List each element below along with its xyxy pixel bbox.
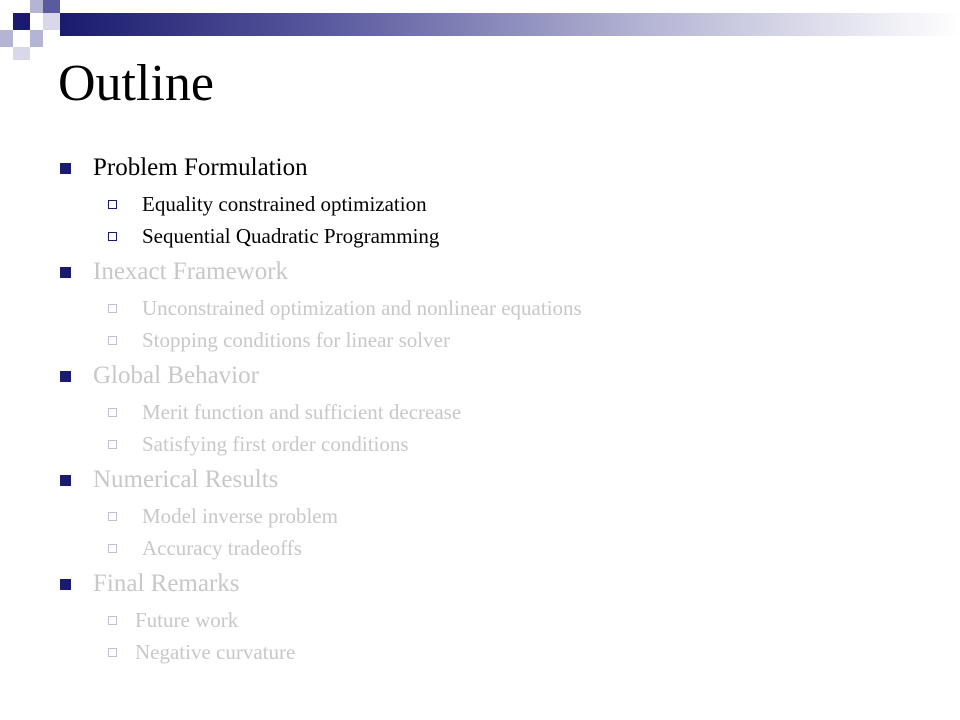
square-bullet-icon (60, 371, 71, 382)
hollow-square-bullet-icon (108, 408, 117, 417)
square-bullet-icon (60, 579, 71, 590)
subitem-label: Negative curvature (135, 639, 296, 664)
outline-section-final-remarks (58, 564, 938, 668)
outline-subitem (58, 188, 938, 220)
section-label: Problem Formulation (93, 154, 308, 181)
outline-subitem (58, 636, 938, 668)
outline-section-global-behavior (58, 356, 938, 460)
outline-subitem (58, 220, 938, 252)
outline-section-inexact-framework (58, 252, 938, 356)
subitem-label: Model inverse problem (142, 503, 338, 528)
hollow-square-bullet-icon (108, 200, 117, 209)
section-label: Global Behavior (93, 362, 259, 389)
outline-subitem (58, 324, 938, 356)
outline-subitem (58, 428, 938, 460)
outline-list (58, 148, 938, 668)
header-gradient-band (60, 13, 960, 36)
outline-section-numerical-results (58, 460, 938, 564)
deco-square (30, 0, 43, 13)
hollow-square-bullet-icon (108, 544, 117, 553)
subitem-label: Stopping conditions for linear solver (142, 327, 450, 352)
subitem-label: Satisfying first order conditions (142, 431, 409, 456)
outline-section-problem-formulation (58, 148, 938, 252)
square-bullet-icon (60, 267, 71, 278)
outline-subitem (58, 396, 938, 428)
hollow-square-bullet-icon (108, 512, 117, 521)
square-bullet-icon (60, 163, 71, 174)
hollow-square-bullet-icon (108, 336, 117, 345)
deco-square (13, 13, 30, 30)
deco-square (43, 0, 60, 13)
section-label: Inexact Framework (93, 258, 289, 285)
section-label: Final Remarks (93, 570, 240, 597)
outline-subitem (58, 532, 938, 564)
hollow-square-bullet-icon (108, 304, 117, 313)
subitem-label: Equality constrained optimization (142, 191, 427, 216)
subitem-label: Unconstrained optimization and nonlinear equations (142, 295, 582, 320)
subitem-label: Merit function and sufficient decrease (142, 399, 462, 424)
hollow-square-bullet-icon (108, 616, 117, 625)
hollow-square-bullet-icon (108, 648, 117, 657)
deco-square (30, 30, 43, 47)
outline-subitem (58, 292, 938, 324)
square-bullet-icon (60, 475, 71, 486)
subitem-label: Sequential Quadratic Programming (142, 223, 440, 248)
slide-title: Outline (58, 55, 214, 112)
hollow-square-bullet-icon (108, 440, 117, 449)
subitem-label: Accuracy tradeoffs (142, 535, 302, 560)
deco-square (43, 13, 60, 30)
section-label: Numerical Results (93, 466, 279, 493)
hollow-square-bullet-icon (108, 232, 117, 241)
subitem-label: Future work (135, 607, 239, 632)
deco-square (0, 30, 13, 47)
deco-square (13, 47, 30, 60)
outline-subitem (58, 500, 938, 532)
outline-subitem (58, 604, 938, 636)
